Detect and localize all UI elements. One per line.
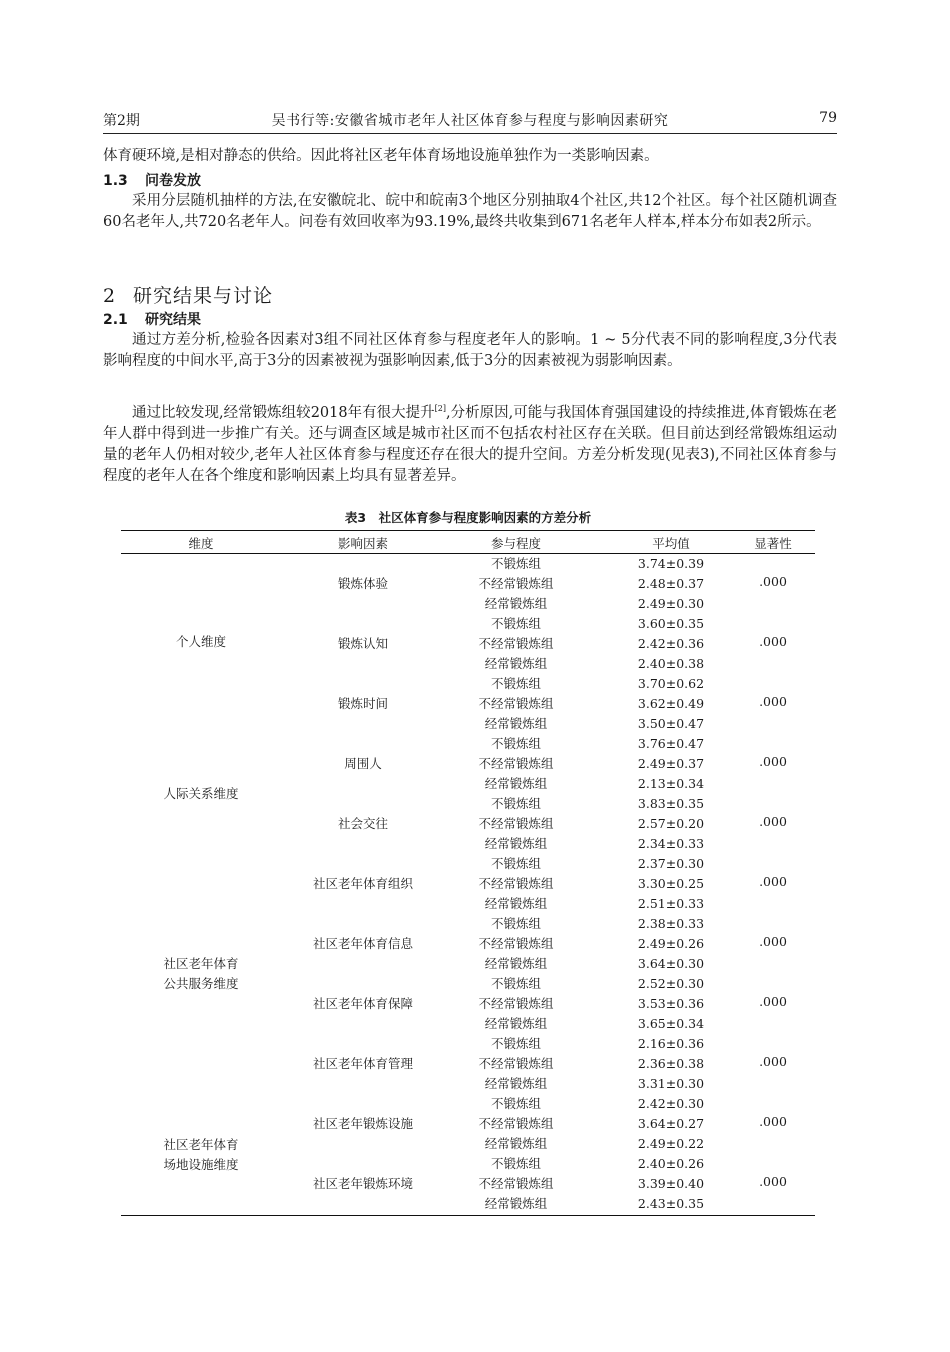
mean-value: 3.65±0.34 bbox=[637, 1016, 705, 1031]
mean-value: 3.62±0.49 bbox=[637, 696, 705, 711]
factor-cell: 周围人 bbox=[344, 756, 382, 771]
paragraph-discussion bbox=[103, 398, 837, 487]
col-header-sig: 显著性 bbox=[754, 536, 792, 551]
mean-value: 2.42±0.36 bbox=[637, 636, 705, 651]
group-label: 经常锻炼组 bbox=[484, 716, 548, 731]
factor-cell: 锻炼时间 bbox=[337, 696, 388, 711]
group-label: 不锻炼组 bbox=[490, 616, 541, 631]
group-label: 经常锻炼组 bbox=[484, 956, 548, 971]
group-label: 不锻炼组 bbox=[490, 976, 541, 991]
dimension-line: 社区老年体育 bbox=[163, 956, 239, 971]
issue-number: 第2期 bbox=[103, 113, 140, 129]
group-label: 经常锻炼组 bbox=[484, 1196, 548, 1211]
section-2-1-heading bbox=[103, 309, 201, 329]
group-label: 不锻炼组 bbox=[490, 736, 541, 751]
group-label: 经常锻炼组 bbox=[484, 1076, 548, 1091]
group-label: 不锻炼组 bbox=[490, 556, 541, 571]
mean-cell bbox=[621, 1034, 721, 1094]
mean-value: 3.60±0.35 bbox=[637, 616, 705, 631]
section-number: 1.3 bbox=[103, 173, 128, 189]
group-label: 不经常锻炼组 bbox=[478, 756, 554, 771]
page-number: 79 bbox=[819, 110, 837, 126]
paragraph-method: 通过方差分析,检验各因素对3组不同社区体育参与程度老年人的影响。1 ~ 5分代表不同的影响程度,3分代表影响程度的中间水平,高于3分的因素被视为强影响因素,低于3分的因素被视为弱影响因素。 bbox=[103, 332, 837, 369]
running-title: 吴书行等:安徽省城市老年人社区体育参与程度与影响因素研究 bbox=[271, 113, 669, 129]
group-label: 经常锻炼组 bbox=[484, 836, 548, 851]
mean-value: 2.49±0.22 bbox=[637, 1136, 705, 1151]
table-row bbox=[121, 1034, 815, 1094]
mean-cell bbox=[621, 614, 721, 674]
group-cell bbox=[456, 1034, 576, 1094]
table-row bbox=[121, 794, 815, 854]
factor-cell: 社区老年体育组织 bbox=[312, 876, 413, 891]
sig-cell: .000 bbox=[759, 1114, 787, 1129]
mean-value: 3.64±0.30 bbox=[637, 956, 705, 971]
mean-value: 2.49±0.26 bbox=[637, 936, 705, 951]
group-label: 不锻炼组 bbox=[490, 1156, 541, 1171]
group-label: 不经常锻炼组 bbox=[478, 1116, 554, 1131]
dimension-interpersonal: 人际关系维度 bbox=[163, 786, 239, 801]
group-cell bbox=[456, 854, 576, 914]
col-header-group: 参与程度 bbox=[490, 536, 541, 551]
group-label: 不经常锻炼组 bbox=[478, 876, 554, 891]
table-header-row bbox=[121, 531, 815, 554]
col-header-mean: 平均值 bbox=[652, 536, 690, 551]
sig-cell: .000 bbox=[759, 934, 787, 949]
group-label: 经常锻炼组 bbox=[484, 896, 548, 911]
sig-cell: .000 bbox=[759, 754, 787, 769]
group-label: 经常锻炼组 bbox=[484, 656, 548, 671]
mean-cell bbox=[621, 854, 721, 914]
sig-cell: .000 bbox=[759, 574, 787, 589]
mean-value: 2.37±0.30 bbox=[637, 856, 705, 871]
mean-value: 3.30±0.25 bbox=[637, 876, 705, 891]
factor-cell: 社区老年体育保障 bbox=[312, 996, 413, 1011]
sig-cell: .000 bbox=[759, 994, 787, 1009]
group-label: 不经常锻炼组 bbox=[478, 1056, 554, 1071]
mean-cell bbox=[621, 734, 721, 794]
dimension-line: 社区老年体育 bbox=[163, 1137, 239, 1152]
sig-cell: .000 bbox=[759, 634, 787, 649]
sig-cell: .000 bbox=[759, 1174, 787, 1189]
paragraph-intro: 体育硬环境,是相对静态的供给。因此将社区老年体育场地设施单独作为一类影响因素。 bbox=[103, 148, 659, 164]
group-cell bbox=[456, 1154, 576, 1214]
col-header-factor: 影响因素 bbox=[337, 536, 388, 551]
factor-cell: 锻炼认知 bbox=[337, 636, 388, 651]
dimension-personal: 个人维度 bbox=[175, 634, 226, 649]
group-label: 不锻炼组 bbox=[490, 1036, 541, 1051]
mean-value: 3.31±0.30 bbox=[637, 1076, 705, 1091]
mean-value: 3.76±0.47 bbox=[637, 736, 705, 751]
mean-value: 3.64±0.27 bbox=[637, 1116, 705, 1131]
col-header-dimension: 维度 bbox=[188, 536, 214, 551]
group-cell bbox=[456, 674, 576, 734]
citation-ref[interactable]: [2] bbox=[434, 404, 446, 413]
group-label: 不经常锻炼组 bbox=[478, 936, 554, 951]
table-row bbox=[121, 674, 815, 734]
mean-value: 2.13±0.34 bbox=[637, 776, 705, 791]
running-header bbox=[103, 107, 837, 134]
group-cell bbox=[456, 554, 576, 614]
section-number: 2.1 bbox=[103, 312, 128, 328]
table-row bbox=[121, 974, 815, 1034]
group-label: 不锻炼组 bbox=[490, 1096, 541, 1111]
mean-value: 3.50±0.47 bbox=[637, 716, 705, 731]
group-label: 经常锻炼组 bbox=[484, 596, 548, 611]
paragraph-survey: 采用分层随机抽样的方法,在安徽皖北、皖中和皖南3个地区分别抽取4个社区,共12个社区。每个社区随机调查60名老年人,共720名老年人。问卷有效回收率为93.19%,最终共收集到671名老年人样本,样本分布如表2所示。 bbox=[103, 193, 837, 230]
sig-cell: .000 bbox=[759, 814, 787, 829]
group-label: 不经常锻炼组 bbox=[478, 996, 554, 1011]
factor-cell: 社区老年锻炼环境 bbox=[312, 1176, 413, 1191]
section-title: 研究结果 bbox=[145, 312, 201, 328]
table-row bbox=[121, 1154, 815, 1214]
mean-cell bbox=[621, 1094, 721, 1154]
mean-value: 2.36±0.38 bbox=[637, 1056, 705, 1071]
factor-cell: 社区老年锻炼设施 bbox=[312, 1116, 413, 1131]
mean-value: 2.57±0.20 bbox=[637, 816, 705, 831]
mean-value: 2.16±0.36 bbox=[637, 1036, 705, 1051]
section-1-3-heading bbox=[103, 170, 201, 190]
group-label: 不经常锻炼组 bbox=[478, 636, 554, 651]
group-label: 经常锻炼组 bbox=[484, 1136, 548, 1151]
section-title: 研究结果与讨论 bbox=[133, 285, 274, 307]
section-number: 2 bbox=[103, 285, 117, 307]
sig-cell: .000 bbox=[759, 874, 787, 889]
group-label: 不锻炼组 bbox=[490, 856, 541, 871]
mean-value: 3.83±0.35 bbox=[637, 796, 705, 811]
mean-cell bbox=[621, 1154, 721, 1214]
group-cell bbox=[456, 1094, 576, 1154]
mean-value: 2.34±0.33 bbox=[637, 836, 705, 851]
mean-value: 2.42±0.30 bbox=[637, 1096, 705, 1111]
table-row bbox=[121, 854, 815, 914]
factor-cell: 社会交往 bbox=[337, 816, 388, 831]
section-title: 问卷发放 bbox=[145, 173, 201, 189]
mean-value: 2.38±0.33 bbox=[637, 916, 705, 931]
table-row bbox=[121, 1094, 815, 1154]
mean-value: 2.40±0.26 bbox=[637, 1156, 705, 1171]
mean-value: 2.52±0.30 bbox=[637, 976, 705, 991]
group-cell bbox=[456, 914, 576, 974]
mean-cell bbox=[621, 794, 721, 854]
mean-cell bbox=[621, 554, 721, 614]
group-label: 不锻炼组 bbox=[490, 916, 541, 931]
factor-cell: 社区老年体育管理 bbox=[312, 1056, 413, 1071]
group-cell bbox=[456, 614, 576, 674]
mean-value: 3.53±0.36 bbox=[637, 996, 705, 1011]
dimension-line: 公共服务维度 bbox=[163, 976, 239, 991]
mean-value: 2.49±0.30 bbox=[637, 596, 705, 611]
table-row bbox=[121, 914, 815, 974]
section-2-heading bbox=[103, 281, 273, 308]
group-label: 不经常锻炼组 bbox=[478, 1176, 554, 1191]
factor-cell: 锻炼体验 bbox=[337, 576, 388, 591]
group-cell bbox=[456, 734, 576, 794]
dimension-line: 场地设施维度 bbox=[163, 1157, 239, 1172]
sig-cell: .000 bbox=[759, 694, 787, 709]
mean-value: 2.51±0.33 bbox=[637, 896, 705, 911]
mean-value: 3.74±0.39 bbox=[637, 556, 705, 571]
mean-value: 3.70±0.62 bbox=[637, 676, 705, 691]
mean-value: 2.43±0.35 bbox=[637, 1196, 705, 1211]
sig-cell: .000 bbox=[759, 1054, 787, 1069]
group-label: 经常锻炼组 bbox=[484, 776, 548, 791]
anova-table bbox=[121, 530, 815, 1216]
group-label: 不经常锻炼组 bbox=[478, 576, 554, 591]
group-cell bbox=[456, 974, 576, 1034]
mean-value: 2.48±0.37 bbox=[637, 576, 705, 591]
mean-cell bbox=[621, 914, 721, 974]
table-caption: 表3 社区体育参与程度影响因素的方差分析 bbox=[344, 510, 592, 525]
group-cell bbox=[456, 794, 576, 854]
paragraph-text: ,分析原因,可能与我国体育强国建设的持续推进,体育锻炼在老年人群中得到进一步推广有关。还与调查区域是城市社区而不包括农村社区存在关联。但目前达到经常锻炼组运动量的老年人仍相对较少,老年人社区体育参与程度还存在很大的提升空间。方差分析发现(见表3),不同社区体育参与程度的老年人在各个维度和影响因素上均具有显著差异。 bbox=[103, 404, 837, 484]
factor-cell: 社区老年体育信息 bbox=[312, 936, 413, 951]
group-label: 不锻炼组 bbox=[490, 676, 541, 691]
table-row bbox=[121, 734, 815, 794]
mean-value: 3.39±0.40 bbox=[637, 1176, 705, 1191]
group-label: 不经常锻炼组 bbox=[478, 816, 554, 831]
paragraph-text: 通过比较发现,经常锻炼组较2018年有很大提升 bbox=[132, 404, 435, 421]
mean-value: 2.49±0.37 bbox=[637, 756, 705, 771]
group-label: 不经常锻炼组 bbox=[478, 696, 554, 711]
mean-cell bbox=[621, 674, 721, 734]
group-label: 经常锻炼组 bbox=[484, 1016, 548, 1031]
mean-cell bbox=[621, 974, 721, 1034]
table-row bbox=[121, 554, 815, 614]
table-row bbox=[121, 614, 815, 674]
group-label: 不锻炼组 bbox=[490, 796, 541, 811]
mean-value: 2.40±0.38 bbox=[637, 656, 705, 671]
